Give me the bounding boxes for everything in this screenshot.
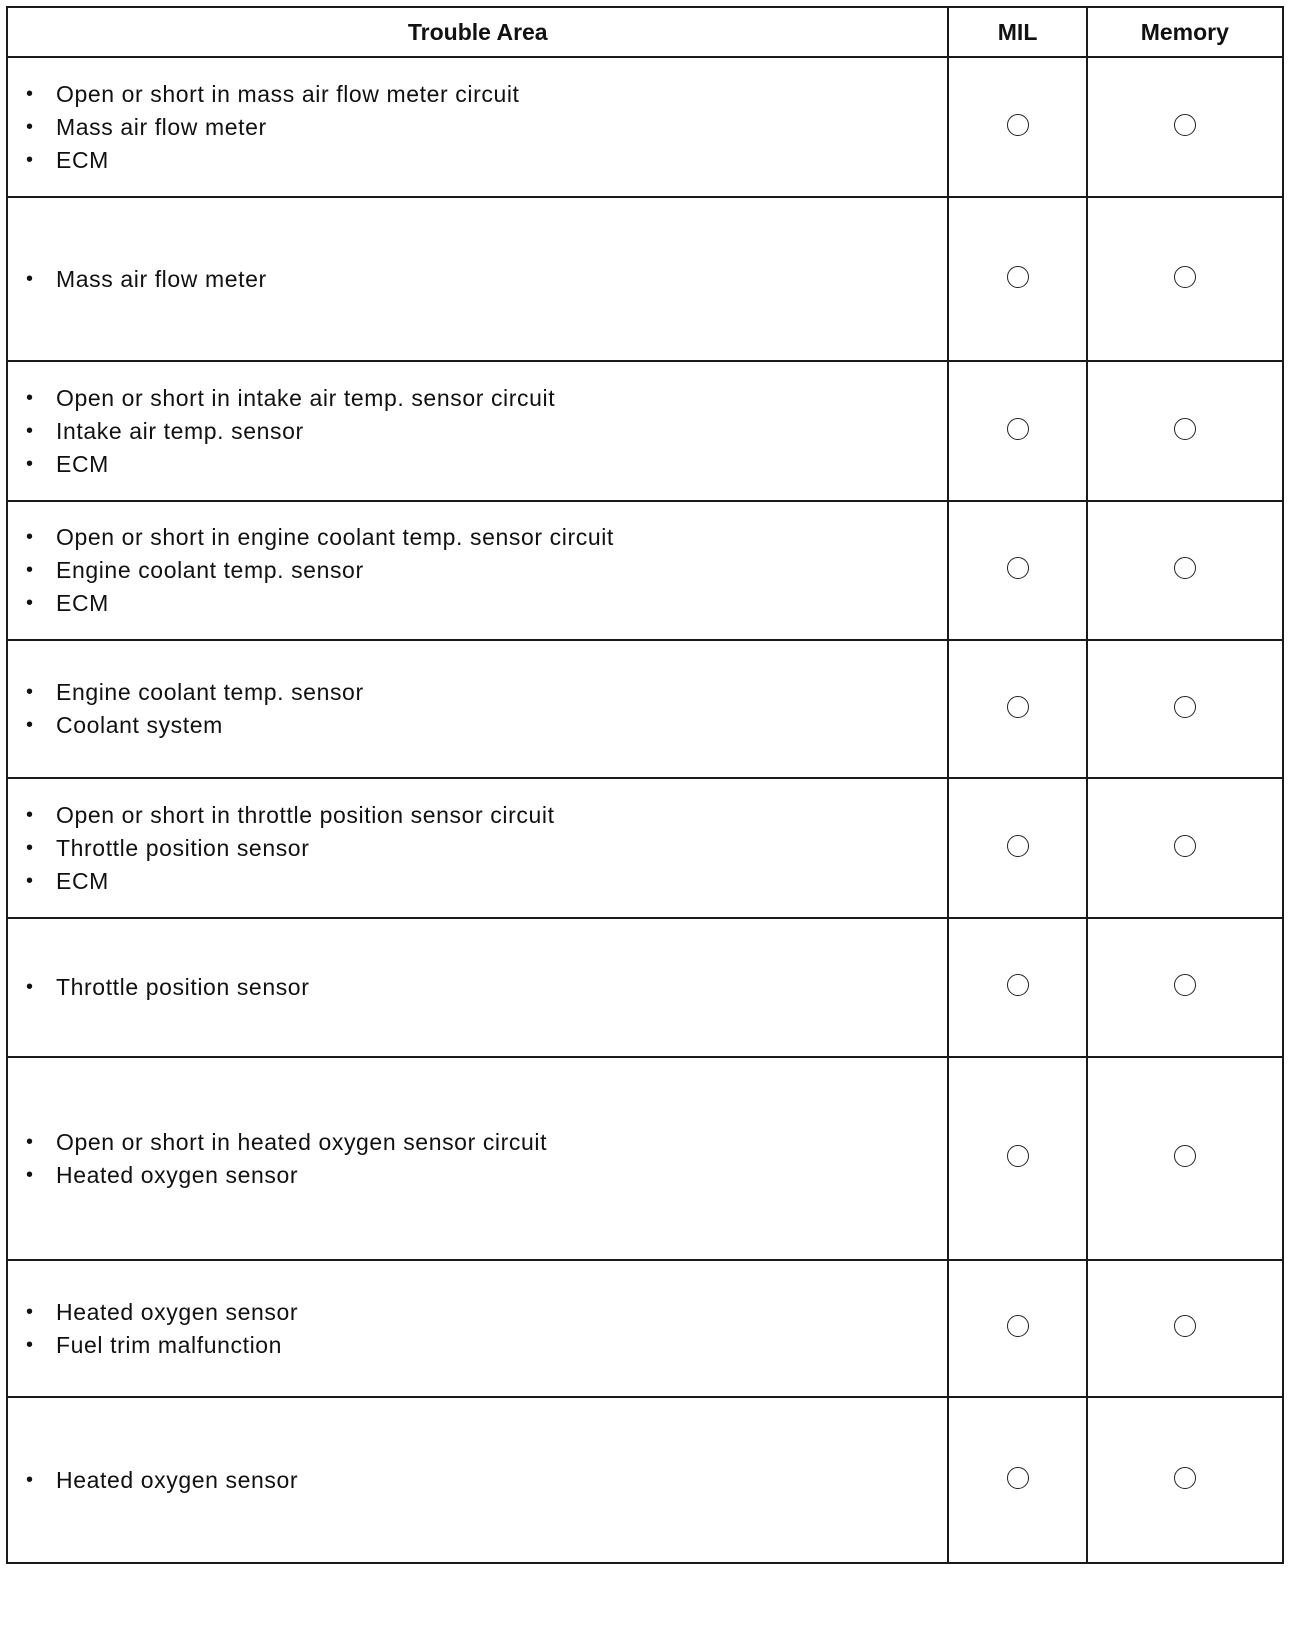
mil-circle-icon <box>1007 114 1029 136</box>
memory-cell <box>1087 1260 1283 1397</box>
trouble-area-list <box>26 382 947 481</box>
bullet-icon: • <box>26 836 34 859</box>
bullet-icon: • <box>26 869 34 892</box>
trouble-area-text: ECM <box>56 146 109 173</box>
mil-cell <box>948 361 1086 501</box>
header-row <box>7 7 1283 57</box>
trouble-area-list <box>26 521 947 620</box>
trouble-area-text: ECM <box>56 867 109 894</box>
table-row <box>7 1260 1283 1397</box>
bullet-icon: • <box>26 1300 34 1323</box>
trouble-area-item <box>26 1159 947 1192</box>
memory-cell <box>1087 778 1283 918</box>
trouble-area-cell <box>7 778 948 918</box>
memory-cell <box>1087 918 1283 1057</box>
memory-cell <box>1087 1397 1283 1563</box>
table-row <box>7 640 1283 778</box>
mil-cell <box>948 501 1086 640</box>
memory-cell <box>1087 640 1283 778</box>
bullet-icon: • <box>26 386 34 409</box>
trouble-area-text: Open or short in engine coolant temp. sensor circuit <box>56 524 614 550</box>
trouble-area-item <box>26 799 947 832</box>
trouble-area-text: Open or short in mass air flow meter circuit <box>56 80 520 107</box>
bullet-icon: • <box>26 148 34 171</box>
trouble-area-cell <box>7 640 948 778</box>
trouble-area-item <box>26 676 947 709</box>
mil-cell <box>948 918 1086 1057</box>
table-row <box>7 57 1283 197</box>
bullet-icon: • <box>26 1333 34 1356</box>
trouble-area-text: Mass air flow meter <box>56 113 267 140</box>
memory-circle-icon <box>1174 557 1196 579</box>
table-row <box>7 501 1283 640</box>
trouble-area-cell <box>7 501 948 640</box>
trouble-area-cell <box>7 918 948 1057</box>
trouble-area-list <box>26 78 947 177</box>
trouble-area-text: Throttle position sensor <box>56 974 310 1000</box>
memory-circle-icon <box>1174 835 1196 857</box>
table-row <box>7 1397 1283 1563</box>
trouble-area-cell <box>7 1260 948 1397</box>
trouble-area-text: Heated oxygen sensor <box>56 1466 299 1493</box>
mil-cell <box>948 197 1086 361</box>
trouble-area-item <box>26 382 947 415</box>
trouble-area-text: Fuel trim malfunction <box>56 1331 283 1358</box>
trouble-area-cell <box>7 361 948 501</box>
trouble-area-text: ECM <box>56 590 109 616</box>
mil-circle-icon <box>1007 974 1029 996</box>
trouble-area-item <box>26 78 947 111</box>
trouble-area-item <box>26 1296 947 1329</box>
bullet-icon: • <box>26 1163 34 1186</box>
trouble-area-item <box>26 554 947 587</box>
memory-circle-icon <box>1174 696 1196 718</box>
mil-cell <box>948 778 1086 918</box>
trouble-area-text: Engine coolant temp. sensor <box>56 557 364 583</box>
bullet-icon: • <box>26 714 34 736</box>
trouble-area-item <box>26 144 947 177</box>
bullet-icon: • <box>26 419 34 442</box>
trouble-area-item <box>26 1329 947 1362</box>
memory-cell <box>1087 361 1283 501</box>
memory-circle-icon <box>1174 1315 1196 1337</box>
bullet-icon: • <box>26 82 34 105</box>
trouble-area-text: Engine coolant temp. sensor <box>56 679 364 705</box>
table-row <box>7 361 1283 501</box>
memory-circle-icon <box>1174 974 1196 996</box>
bullet-icon: • <box>26 559 34 581</box>
trouble-area-text: Coolant system <box>56 712 223 738</box>
mil-cell <box>948 1057 1086 1260</box>
trouble-area-text: ECM <box>56 450 109 477</box>
trouble-area-item <box>26 521 947 554</box>
trouble-area-cell <box>7 57 948 197</box>
trouble-area-item <box>26 415 947 448</box>
trouble-area-item <box>26 971 947 1004</box>
trouble-area-list <box>26 799 947 898</box>
memory-cell <box>1087 1057 1283 1260</box>
mil-circle-icon <box>1007 557 1029 579</box>
mil-cell <box>948 1260 1086 1397</box>
trouble-area-text: Open or short in throttle position sensor circuit <box>56 801 555 828</box>
header-mil: MIL <box>948 7 1086 57</box>
mil-circle-icon <box>1007 696 1029 718</box>
trouble-area-text: Mass air flow meter <box>56 265 267 292</box>
trouble-area-item <box>26 865 947 898</box>
mil-cell <box>948 57 1086 197</box>
trouble-area-item <box>26 709 947 742</box>
mil-circle-icon <box>1007 1145 1029 1167</box>
bullet-icon: • <box>26 681 34 703</box>
table-row <box>7 918 1283 1057</box>
bullet-icon: • <box>26 976 34 998</box>
memory-circle-icon <box>1174 114 1196 136</box>
trouble-area-item <box>26 111 947 144</box>
trouble-area-text: Heated oxygen sensor <box>56 1161 299 1188</box>
trouble-area-item <box>26 587 947 620</box>
mil-cell <box>948 1397 1086 1563</box>
trouble-area-table <box>6 6 1284 1564</box>
mil-circle-icon <box>1007 1315 1029 1337</box>
mil-circle-icon <box>1007 835 1029 857</box>
trouble-area-text: Open or short in heated oxygen sensor circuit <box>56 1128 548 1155</box>
mil-circle-icon <box>1007 418 1029 440</box>
mil-circle-icon <box>1007 266 1029 288</box>
memory-cell <box>1087 197 1283 361</box>
memory-circle-icon <box>1174 1467 1196 1489</box>
bullet-icon: • <box>26 267 34 290</box>
bullet-icon: • <box>26 115 34 138</box>
trouble-area-item <box>26 1464 947 1497</box>
trouble-area-text: Open or short in intake air temp. sensor circuit <box>56 384 556 411</box>
bullet-icon: • <box>26 1468 34 1491</box>
memory-circle-icon <box>1174 1145 1196 1167</box>
trouble-area-list <box>26 1126 947 1192</box>
bullet-icon: • <box>26 1130 34 1153</box>
bullet-icon: • <box>26 803 34 826</box>
trouble-area-list <box>26 1296 947 1362</box>
mil-cell <box>948 640 1086 778</box>
trouble-area-text: Throttle position sensor <box>56 834 310 861</box>
trouble-area-text: Heated oxygen sensor <box>56 1298 299 1325</box>
trouble-area-cell <box>7 1057 948 1260</box>
trouble-area-cell <box>7 1397 948 1563</box>
memory-cell <box>1087 57 1283 197</box>
trouble-area-text: Intake air temp. sensor <box>56 417 304 444</box>
bullet-icon: • <box>26 526 34 548</box>
table-row <box>7 1057 1283 1260</box>
memory-circle-icon <box>1174 266 1196 288</box>
memory-cell <box>1087 501 1283 640</box>
mil-circle-icon <box>1007 1467 1029 1489</box>
trouble-area-list <box>26 676 947 742</box>
trouble-area-list <box>26 1464 947 1497</box>
bullet-icon: • <box>26 452 34 475</box>
trouble-area-list <box>26 263 947 296</box>
table-row <box>7 778 1283 918</box>
trouble-area-cell <box>7 197 948 361</box>
trouble-area-item <box>26 448 947 481</box>
header-memory: Memory <box>1087 7 1283 57</box>
trouble-area-list <box>26 971 947 1004</box>
memory-circle-icon <box>1174 418 1196 440</box>
bullet-icon: • <box>26 592 34 614</box>
trouble-area-item <box>26 1126 947 1159</box>
table-row <box>7 197 1283 361</box>
table-body <box>7 57 1283 1563</box>
trouble-area-item <box>26 263 947 296</box>
header-trouble-area: Trouble Area <box>7 7 948 57</box>
trouble-area-item <box>26 832 947 865</box>
